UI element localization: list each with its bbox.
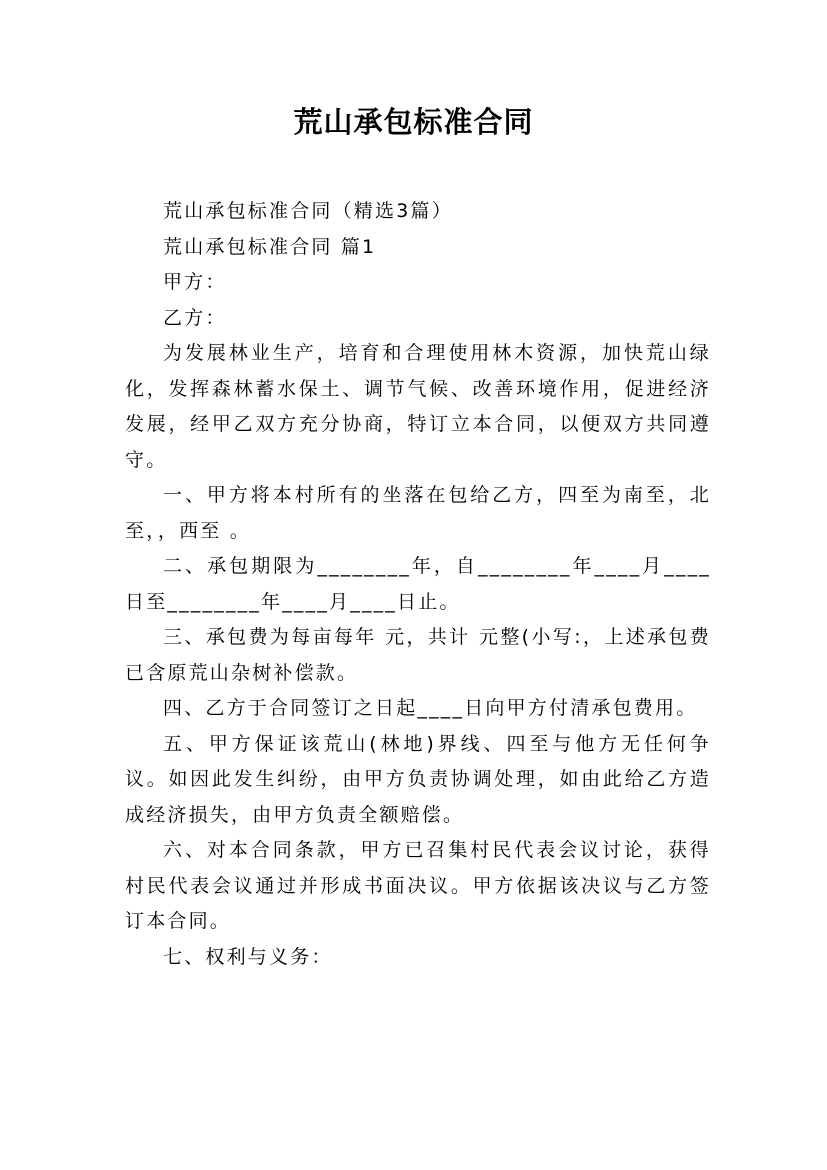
paragraph-clause-7: 七、权利与义务： <box>163 945 333 968</box>
paragraph-party-a: 甲方： <box>163 271 227 293</box>
paragraph-clause-2: 二、承包期限为________年，自________年____月____日至________年____月____日止。 <box>125 555 711 613</box>
paragraph-clause-3: 三、承包费为每亩每年 元，共计 元整(小写:，上述承包费已含原荒山杂树补偿款。 <box>125 626 711 684</box>
paragraph-clause-6: 六、对本合同条款，甲方已召集村民代表会议讨论，获得村民代表会议通过并形成书面决议。甲方依据该决议与乙方签订本合同。 <box>125 839 711 932</box>
paragraph-party-b: 乙方： <box>163 306 227 329</box>
paragraph-subtitle: 荒山承包标准合同（精选3篇） <box>163 200 453 222</box>
document-body <box>125 194 711 975</box>
paragraph-preamble: 为发展林业生产，培育和合理使用林木资源，加快荒山绿化，发挥森林蓄水保土、调节气候、改善环境作用，促进经济发展，经甲乙双方充分协商，特订立本合同，以便双方共同遵守。 <box>125 342 711 471</box>
paragraph-clause-4: 四、乙方于合同签订之日起____日向甲方付清承包费用。 <box>163 697 698 719</box>
paragraph-section-heading: 荒山承包标准合同 篇1 <box>163 235 377 258</box>
document-title: 荒山承包标准合同 <box>293 105 534 139</box>
paragraph-clause-1: 一、甲方将本村所有的坐落在包给乙方，四至为南至，北至，，西至 。 <box>125 484 711 542</box>
paragraph-clause-5: 五、甲方保证该荒山(林地)界线、四至与他方无任何争议。如因此发生纠纷，由甲方负责协调处理，如由此给乙方造成经济损失，由甲方负责全额赔偿。 <box>125 732 711 826</box>
